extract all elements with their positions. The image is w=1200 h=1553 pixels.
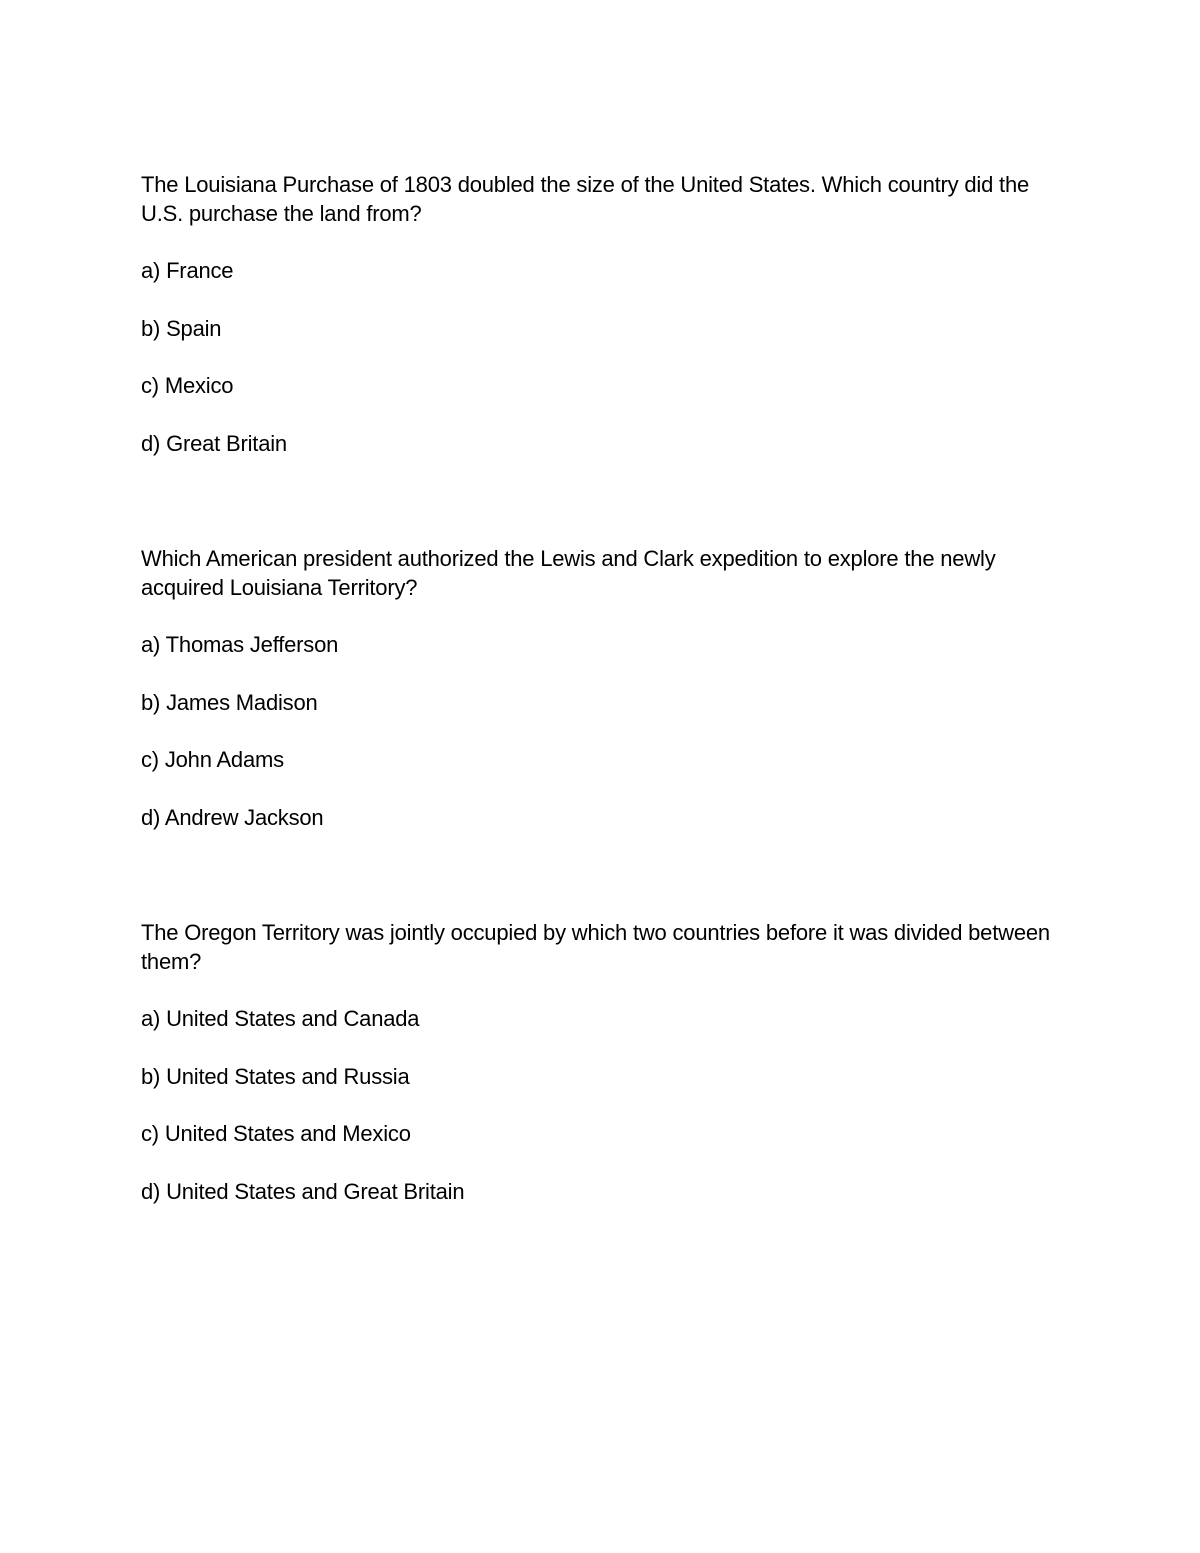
answer-options xyxy=(141,630,1061,832)
answer-option-d: d) Great Britain xyxy=(141,430,287,456)
answer-options xyxy=(141,1004,1061,1206)
answer-option-d: d) United States and Great Britain xyxy=(141,1178,465,1204)
answer-option-d: d) Andrew Jackson xyxy=(141,804,324,830)
answer-option-c: c) John Adams xyxy=(141,747,284,772)
question-2 xyxy=(141,544,1061,860)
answer-option-a: a) United States and Canada xyxy=(141,1006,420,1031)
answer-option-b: b) Spain xyxy=(141,315,222,341)
question-3 xyxy=(141,918,1061,1234)
answer-options xyxy=(141,256,1061,458)
question-text: The Oregon Territory was jointly occupied by which two countries before it was divided between them? xyxy=(141,920,1050,974)
answer-option-a: a) France xyxy=(141,258,234,283)
question-1 xyxy=(141,170,1061,486)
answer-option-b: b) United States and Russia xyxy=(141,1063,410,1089)
question-text: The Louisiana Purchase of 1803 doubled the size of the United States. Which country did the U.S. purchase the land from? xyxy=(141,172,1030,226)
answer-option-a: a) Thomas Jefferson xyxy=(141,632,339,657)
answer-option-b: b) James Madison xyxy=(141,689,318,715)
question-text: Which American president authorized the Lewis and Clark expedition to explore the newly acquired Louisiana Territory? xyxy=(141,546,996,600)
answer-option-c: c) Mexico xyxy=(141,373,234,398)
answer-option-c: c) United States and Mexico xyxy=(141,1121,411,1146)
